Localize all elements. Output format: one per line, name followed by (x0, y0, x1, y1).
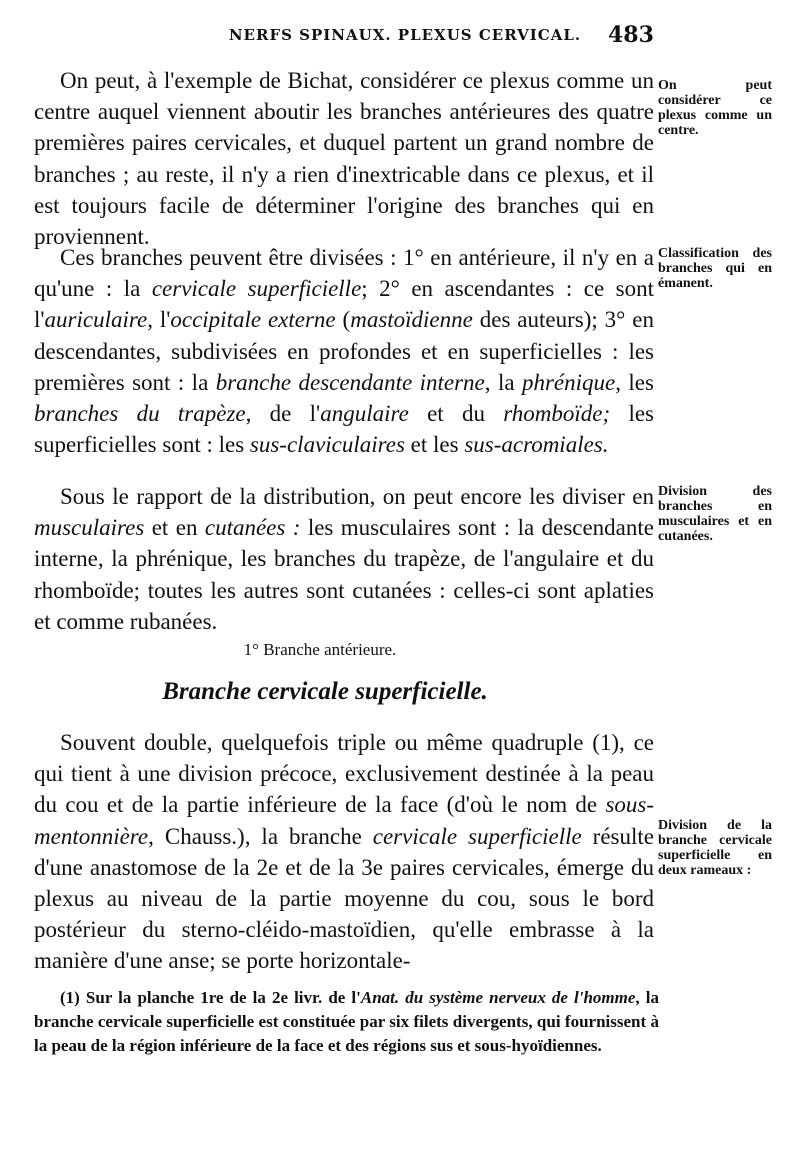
paragraph-plexus-centre (34, 65, 654, 252)
italic-term: musculaires (34, 515, 145, 541)
italic-term: occipitale externe (170, 307, 336, 333)
text-run: Ces branches peuvent être divisées : 1° en antérieure, il n'y en a qu'une : la (34, 245, 654, 302)
paragraph-text (34, 481, 654, 637)
text-run: des auteurs); 3° en descendantes, subdivisées en profondes et en superficielles : les premières sont : la (34, 307, 654, 395)
paragraph-text (34, 727, 654, 977)
text-run: , de l' (245, 401, 321, 427)
footnote (34, 986, 659, 1058)
italic-term: auriculaire (44, 307, 148, 333)
paragraph-classification (34, 242, 654, 460)
text-run: Sous le rapport de la distribution, on peut encore les diviser en (60, 484, 654, 509)
text-run: (1) Sur la planche 1re de la 2e livr. de l' (60, 988, 361, 1007)
text-run: , l' (147, 307, 171, 333)
text-run: les superficielles sont : les (34, 401, 654, 458)
text-run: , la (484, 369, 522, 395)
page-number: 483 (608, 22, 654, 48)
margin-note: On peut considérer ce plexus comme un centre. (658, 78, 772, 138)
italic-term: cervicale superficielle (151, 276, 362, 302)
italic-term: mastoïdienne (350, 307, 473, 333)
paragraph-distribution (34, 481, 654, 637)
section-number: 1° Branche antérieure. (243, 640, 397, 659)
paragraph-text: On peut, à l'exemple de Bichat, considérer ce plexus comme un centre auquel viennent aboutir les branches antérieures des quatre premières paires cervicales, et duquel partent un grand nombre de branches ; au reste, il n'y a rien d'inextricable dans ce plexus, et il est toujours facile de déterminer l'origine des branches qui en proviennent. (34, 68, 654, 250)
italic-term: angulaire (320, 401, 409, 427)
italic-term: sus-acromiales. (464, 432, 609, 458)
italic-term: cervicale superficielle (372, 823, 582, 849)
paragraph-cervical-branch (34, 727, 654, 977)
italic-term: cutanées : (204, 515, 301, 541)
italic-term: sus-claviculaires (249, 432, 405, 458)
italic-term: rhomboïde; (503, 401, 611, 427)
text-run: , les (615, 369, 654, 395)
text-run: , Chauss.), la branche (148, 823, 373, 849)
paragraph-text (34, 242, 654, 460)
footnote-text (34, 986, 659, 1058)
margin-note: Classification des branches qui en émanent. (658, 246, 772, 291)
running-head: NERFS SPINAUX. PLEXUS CERVICAL. (228, 26, 582, 44)
text-run: les musculaires sont : la descendante interne, la phrénique, les branches du trapèze, de l'angulaire et du rhomboïde; toutes les autres sont cutanées : celles-ci sont aplaties et comme rubanées. (34, 515, 654, 634)
text-run: Souvent double, quelquefois triple ou même quadruple (1), ce qui tient à une division précoce, exclusivement destinée à la peau du cou et de la partie inférieure de la face (d'où le nom de (34, 730, 654, 818)
italic-term: sous-mentonnière (34, 792, 654, 849)
section-title: Branche cervicale superficielle. (162, 678, 488, 705)
italic-term: branches du trapèze (34, 401, 246, 427)
text-run: et les (404, 432, 465, 458)
italic-term: phrénique (521, 369, 616, 395)
margin-note: Division de la branche cervicale superficielle en deux rameaux : (658, 818, 772, 878)
text-run: ; 2° en ascendantes : ce sont l' (34, 276, 655, 333)
text-run: , la branche cervicale superficielle est constituée par six filets divergents, qui fournissent à la peau de la région inférieure de la face et des régions sus et sous-hyoïdiennes. (34, 988, 659, 1055)
text-run: et en (144, 515, 205, 541)
text-run: ( (335, 307, 351, 333)
italic-term: Anat. du système nerveux de l'homme (360, 988, 636, 1007)
margin-note: Division des branches en musculaires et en cutanées. (658, 484, 772, 544)
italic-term: branche descendante interne (215, 369, 485, 395)
text-run: résulte d'une anastomose de la 2e et de la 3e paires cervicales, émerge du plexus au niveau de la partie moyenne du cou, sous le bord postérieur du sterno-cléido-mastoïdien, qu'elle embrasse à la manière d'une anse; se porte horizontale- (34, 823, 654, 974)
text-run: et du (408, 401, 504, 427)
